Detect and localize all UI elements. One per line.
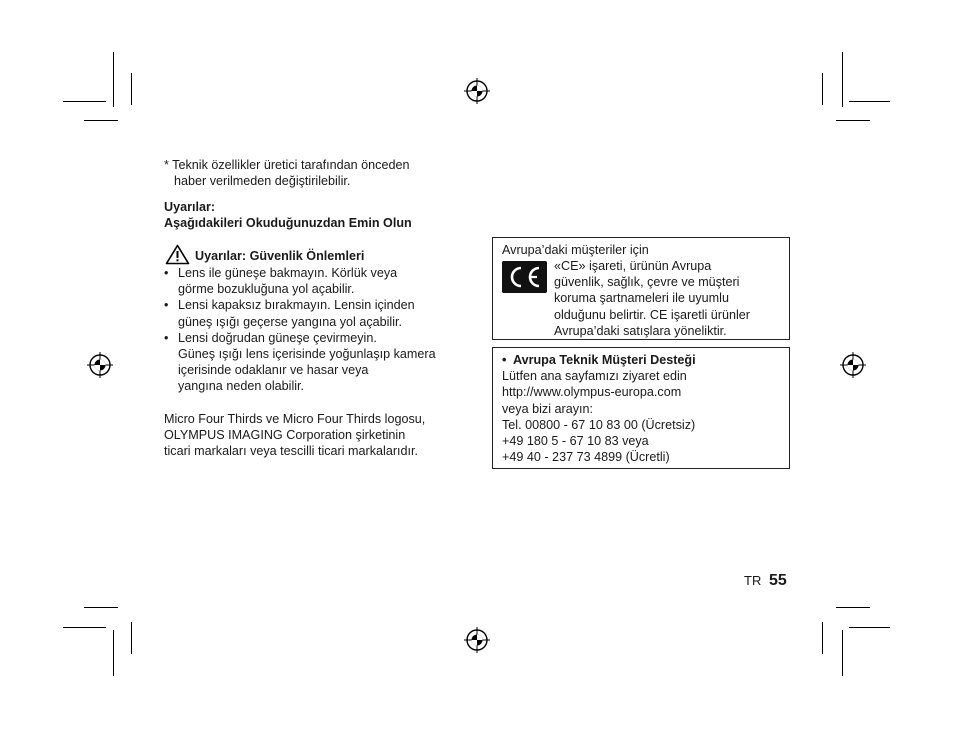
list-item-line: içerisinde odaklanır ve hasar veya xyxy=(178,363,369,378)
list-item-line: Lens ile güneşe bakmayın. Körlük veya xyxy=(178,266,398,280)
crop-mark xyxy=(84,607,118,608)
ce-box-text xyxy=(554,258,750,339)
warnings-heading xyxy=(164,199,412,231)
crop-mark xyxy=(63,101,106,102)
crop-mark xyxy=(842,52,843,107)
trademark-line: OLYMPUS IMAGING Corporation şirketinin xyxy=(164,428,406,443)
trademark-notice xyxy=(164,411,425,460)
crop-mark xyxy=(849,101,890,102)
ce-box-line: Avrupa’daki satışlara yöneliktir. xyxy=(554,323,727,338)
crop-mark xyxy=(131,622,132,654)
crop-mark xyxy=(836,120,870,121)
footnote-line: * Teknik özellikler üretici tarafından önceden xyxy=(164,158,410,172)
list-item-line: yangına neden olabilir. xyxy=(178,379,305,394)
list-item-line: Güneş ışığı lens içerisinde yoğunlaşıp kamera xyxy=(178,347,436,362)
bullet-icon: • xyxy=(164,266,169,280)
crop-mark xyxy=(842,630,843,676)
footnote-line: haber verilmeden değiştirilebilir. xyxy=(174,174,351,189)
ce-info-box xyxy=(492,237,790,340)
safety-title: Uyarılar: Güvenlik Önlemleri xyxy=(195,249,365,263)
safety-list xyxy=(164,265,436,395)
list-item xyxy=(164,330,436,395)
page-number: 55 xyxy=(768,572,787,589)
crop-mark xyxy=(131,73,132,105)
crop-mark xyxy=(822,622,823,654)
support-url-link[interactable]: http://www.olympus-europa.com xyxy=(502,385,682,400)
registration-mark-icon xyxy=(839,351,867,379)
support-box-title-row xyxy=(502,352,696,368)
crop-mark xyxy=(113,630,114,676)
registration-mark-icon xyxy=(463,77,491,105)
crop-mark xyxy=(836,607,870,608)
warnings-title: Uyarılar: xyxy=(164,200,216,214)
trademark-line: ticari markaları veya tescilli ticari markalarıdır. xyxy=(164,444,419,459)
support-box-line: +49 180 5 - 67 10 83 veya xyxy=(502,434,649,449)
ce-box-line: koruma şartnameleri ile uyumlu xyxy=(554,291,729,306)
list-item-line: Lensi doğrudan güneşe çevirmeyin. xyxy=(178,330,377,345)
support-box-line: veya bizi arayın: xyxy=(502,401,593,416)
bullet-icon: • xyxy=(164,298,169,313)
footnote xyxy=(164,157,410,189)
crop-mark xyxy=(63,627,106,628)
warnings-subtitle: Aşağıdakileri Okuduğunuzdan Emin Olun xyxy=(164,216,412,231)
crop-mark xyxy=(822,73,823,105)
ce-box-line: «CE» işareti, ürünün Avrupa xyxy=(554,259,712,273)
support-box-line: Lütfen ana sayfamızı ziyaret edin xyxy=(502,369,687,384)
support-info-box xyxy=(492,347,790,469)
list-item-line: görme bozukluğuna yol açabilir. xyxy=(178,282,355,297)
ce-box-heading: Avrupa’daki müşteriler için xyxy=(502,243,649,257)
list-item xyxy=(164,265,436,297)
page-language: TR xyxy=(744,573,762,588)
support-box-line: Tel. 00800 - 67 10 83 00 (Ücretsiz) xyxy=(502,417,696,432)
crop-mark xyxy=(113,52,114,107)
list-item-line: Lensi kapaksız bırakmayın. Lensin içinden xyxy=(178,298,415,313)
support-box-title: Avrupa Teknik Müşteri Desteği xyxy=(512,353,696,367)
warning-triangle-icon xyxy=(165,244,190,265)
list-item xyxy=(164,297,436,329)
ce-mark-icon xyxy=(502,261,547,293)
registration-mark-icon xyxy=(86,351,114,379)
trademark-line: Micro Four Thirds ve Micro Four Thirds logosu, xyxy=(164,412,426,426)
page-footer xyxy=(744,572,787,590)
ce-box-line: güvenlik, sağlık, çevre ve müşteri xyxy=(554,275,740,290)
list-item-line: güneş ışığı geçerse yangına yol açabilir. xyxy=(178,314,403,329)
bullet-icon: • xyxy=(502,353,507,367)
registration-mark-icon xyxy=(463,626,491,654)
crop-mark xyxy=(849,627,890,628)
crop-mark xyxy=(84,120,118,121)
ce-box-line: olduğunu belirtir. CE işaretli ürünler xyxy=(554,307,751,322)
support-box-body xyxy=(502,352,696,465)
bullet-icon: • xyxy=(164,330,169,345)
support-box-line: +49 40 - 237 73 4899 (Ücretli) xyxy=(502,450,670,465)
